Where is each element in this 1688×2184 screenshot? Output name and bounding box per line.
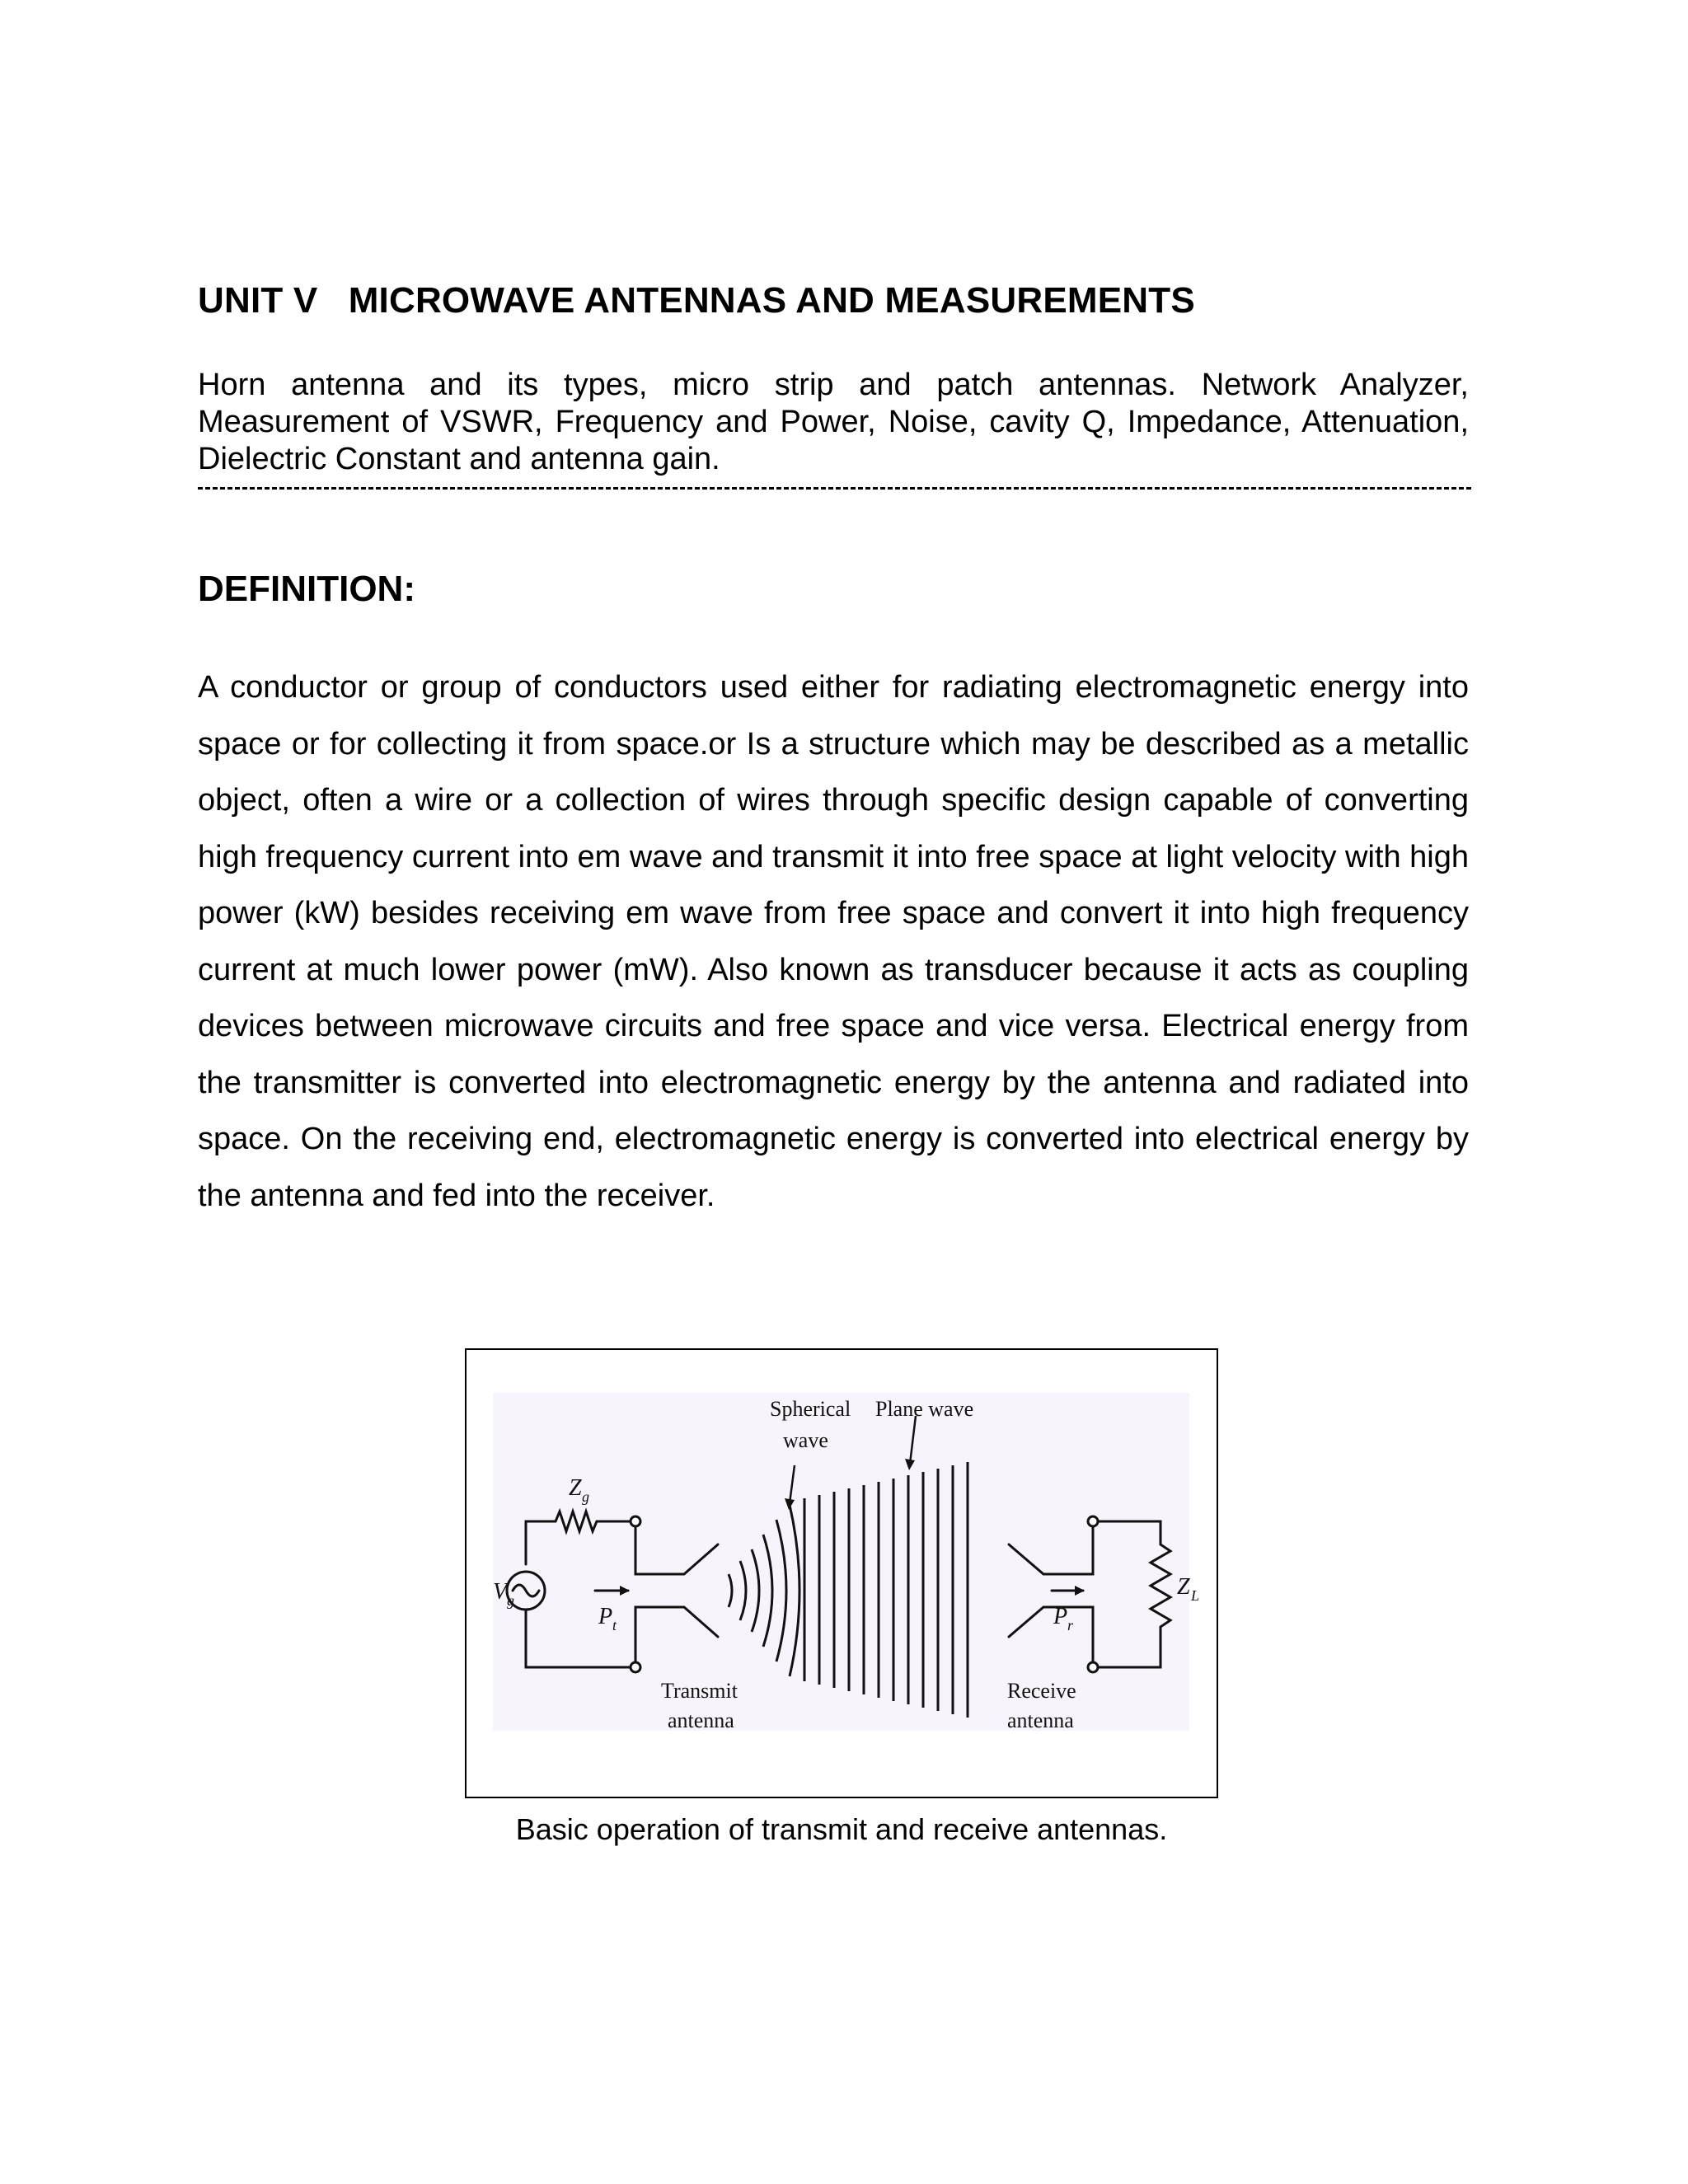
- zg-subscript: g: [582, 1488, 589, 1505]
- zl-label: Z: [1177, 1574, 1190, 1600]
- section-heading: DEFINITION:: [198, 569, 415, 609]
- diagram-background: [493, 1393, 1189, 1731]
- spherical-wave-label-2: wave: [783, 1428, 828, 1452]
- pr-label: P: [1053, 1604, 1068, 1629]
- spherical-wave-label: Spherical: [770, 1397, 851, 1421]
- vg-label: V: [493, 1579, 508, 1605]
- zg-label: Z: [569, 1475, 582, 1501]
- pr-subscript: r: [1067, 1617, 1074, 1633]
- definition-paragraph: A conductor or group of conductors used either for radiating electromagnetic energy into space or for collecting it from space.or Is a structure which may be described as a metallic object, often a wire or a collection of wires through specific design capable of converting high frequency current into em wave and transmit it into free space at light velocity with high power (kW) besides receiving em wave from free space and convert it into high frequency current at much lower power (mW). Also known as transducer because it acts as coupling devices between microwave circuits and free space and vice versa. Electrical energy from the transmitter is converted into electromagnetic energy by the antenna and radiated into space. On the receiving end, electromagnetic energy is converted into electrical energy by the antenna and fed into the receiver.: [198, 670, 1469, 1213]
- unit-title: UNIT V MICROWAVE ANTENNAS AND MEASUREMENTS: [198, 280, 1195, 321]
- figure-caption: Basic operation of transmit and receive antennas.: [515, 1812, 1168, 1846]
- antenna-diagram: [467, 1350, 1217, 1797]
- syllabus-text: Horn antenna and its types, micro strip and patch antennas. Network Analyzer, Measurement of VSWR, Frequency and Power, Noise, cavity Q, Impedance, Attenuation, Dielectric Constant and antenna gain.: [198, 368, 1469, 476]
- pt-subscript: t: [612, 1617, 617, 1633]
- zl-subscript: L: [1191, 1587, 1200, 1604]
- vg-subscript: g: [507, 1592, 514, 1609]
- figure-frame: [465, 1348, 1218, 1798]
- pt-label: P: [598, 1604, 613, 1629]
- receive-antenna-label-2: antenna: [1007, 1708, 1074, 1732]
- receive-antenna-label: Receive: [1007, 1679, 1076, 1703]
- transmit-antenna-label: Transmit: [661, 1679, 738, 1703]
- dashed-divider: [198, 487, 1471, 490]
- plane-wave-label: Plane wave: [875, 1397, 974, 1421]
- transmit-antenna-label-2: antenna: [668, 1708, 734, 1732]
